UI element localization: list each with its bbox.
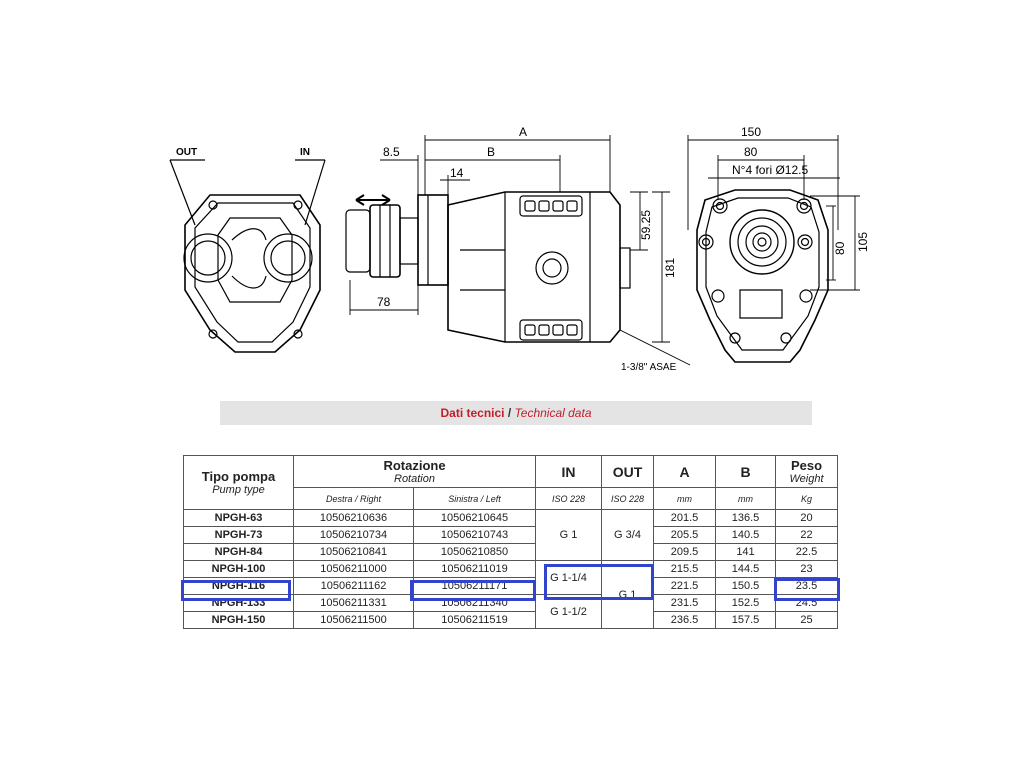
cell-in-g114: G 1-1/4 bbox=[536, 561, 602, 595]
section-title-en: Technical data bbox=[514, 406, 592, 420]
cell-weight: 24.5 bbox=[776, 595, 838, 612]
header-out: OUT bbox=[602, 456, 654, 488]
label-in: IN bbox=[300, 147, 310, 158]
table-row bbox=[184, 544, 838, 561]
cell-left: 10506211019 bbox=[414, 561, 536, 578]
header-rotation: Rotazione Rotation bbox=[294, 456, 536, 488]
cell-model: NPGH-63 bbox=[184, 510, 294, 527]
cell-left: 10506210743 bbox=[414, 527, 536, 544]
cell-model: NPGH-73 bbox=[184, 527, 294, 544]
header-in: IN bbox=[536, 456, 602, 488]
cell-model: NPGH-133 bbox=[184, 595, 294, 612]
cell-a: 205.5 bbox=[654, 527, 716, 544]
cell-a: 209.5 bbox=[654, 544, 716, 561]
dim-14: 14 bbox=[450, 166, 464, 180]
cell-model: NPGH-100 bbox=[184, 561, 294, 578]
header-weight: Peso Weight bbox=[776, 456, 838, 488]
cell-model: NPGH-150 bbox=[184, 612, 294, 629]
cell-out-g34: G 3/4 bbox=[602, 510, 654, 561]
rear-view bbox=[697, 190, 828, 362]
header-a: A bbox=[654, 456, 716, 488]
cell-a: 221.5 bbox=[654, 578, 716, 595]
cell-weight: 23.5 bbox=[776, 578, 838, 595]
header-b: B bbox=[716, 456, 776, 488]
cell-weight: 22.5 bbox=[776, 544, 838, 561]
dim-181: 181 bbox=[663, 257, 677, 278]
cell-b: 150.5 bbox=[716, 578, 776, 595]
table-row bbox=[184, 595, 838, 612]
dim-b: B bbox=[487, 145, 496, 159]
cell-right: 10506211162 bbox=[294, 578, 414, 595]
section-header bbox=[220, 401, 812, 425]
cell-model: NPGH-84 bbox=[184, 544, 294, 561]
cell-left: 10506210850 bbox=[414, 544, 536, 561]
dim-a: A bbox=[519, 125, 528, 139]
cell-weight: 25 bbox=[776, 612, 838, 629]
cell-right: 10506210734 bbox=[294, 527, 414, 544]
technical-data-table bbox=[183, 455, 838, 629]
label-out: OUT bbox=[176, 147, 198, 158]
cell-b: 152.5 bbox=[716, 595, 776, 612]
header-left: Sinistra / Left bbox=[414, 488, 536, 510]
cell-left: 10506210645 bbox=[414, 510, 536, 527]
side-view bbox=[346, 192, 630, 342]
cell-a: 236.5 bbox=[654, 612, 716, 629]
header-out-standard: ISO 228 bbox=[602, 488, 654, 510]
cell-left: 10506211519 bbox=[414, 612, 536, 629]
dim-78: 78 bbox=[377, 295, 391, 309]
table-row bbox=[184, 578, 838, 595]
table-row bbox=[184, 612, 838, 629]
cell-a: 215.5 bbox=[654, 561, 716, 578]
dim-80-horizontal: 80 bbox=[744, 145, 758, 159]
cell-right: 10506210636 bbox=[294, 510, 414, 527]
section-separator: / bbox=[504, 406, 515, 420]
cell-b: 144.5 bbox=[716, 561, 776, 578]
cell-weight: 23 bbox=[776, 561, 838, 578]
table-row bbox=[184, 561, 838, 578]
cell-in-g1: G 1 bbox=[536, 510, 602, 561]
header-a-unit: mm bbox=[654, 488, 716, 510]
header-in-standard: ISO 228 bbox=[536, 488, 602, 510]
cell-left: 10506211340 bbox=[414, 595, 536, 612]
dim-59-25: 59.25 bbox=[639, 209, 653, 240]
cell-right: 10506210841 bbox=[294, 544, 414, 561]
cell-b: 136.5 bbox=[716, 510, 776, 527]
cell-right: 10506211331 bbox=[294, 595, 414, 612]
cell-out-g1: G 1 bbox=[602, 561, 654, 629]
cell-b: 141 bbox=[716, 544, 776, 561]
cell-right: 10506211500 bbox=[294, 612, 414, 629]
label-asae: 1-3/8" ASAE bbox=[621, 362, 677, 373]
section-title-it: Dati tecnici bbox=[440, 406, 505, 420]
cell-in-g112: G 1-1/2 bbox=[536, 595, 602, 629]
dim-8-5: 8.5 bbox=[383, 145, 400, 159]
cell-left: 10506211171 bbox=[414, 578, 536, 595]
cell-right: 10506211000 bbox=[294, 561, 414, 578]
header-weight-unit: Kg bbox=[776, 488, 838, 510]
cell-b: 157.5 bbox=[716, 612, 776, 629]
cell-weight: 22 bbox=[776, 527, 838, 544]
cell-a: 231.5 bbox=[654, 595, 716, 612]
header-pump-type: Tipo pompa Pump type bbox=[184, 456, 294, 510]
table-row bbox=[184, 510, 838, 527]
cell-model: NPGH-116 bbox=[184, 578, 294, 595]
header-b-unit: mm bbox=[716, 488, 776, 510]
front-view bbox=[170, 160, 325, 352]
header-right: Destra / Right bbox=[294, 488, 414, 510]
label-holes: N°4 fori Ø12.5 bbox=[732, 163, 809, 177]
cell-b: 140.5 bbox=[716, 527, 776, 544]
dim-105: 105 bbox=[856, 231, 870, 252]
table-row bbox=[184, 527, 838, 544]
cell-weight: 20 bbox=[776, 510, 838, 527]
dim-150: 150 bbox=[741, 125, 762, 139]
dim-80-vertical: 80 bbox=[833, 241, 847, 255]
cell-a: 201.5 bbox=[654, 510, 716, 527]
